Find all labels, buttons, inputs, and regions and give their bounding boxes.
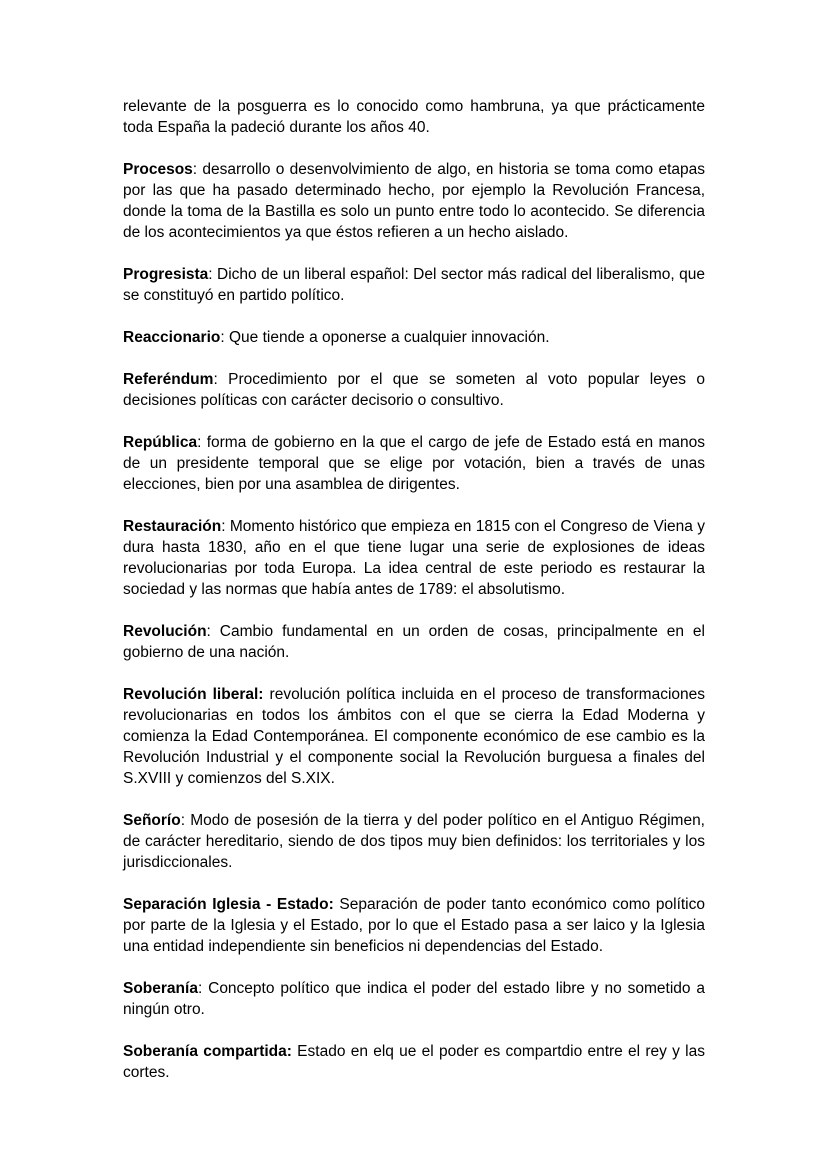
glossary-term: Reaccionario xyxy=(123,329,221,346)
glossary-term: Soberanía xyxy=(123,980,198,997)
glossary-definition: : Momento histórico que empieza en 1815 con el Congreso de Viena y dura hasta 1830, año en el que tiene lugar una serie de explosiones de ideas revolucionarias por toda Europa. La idea central de este periodo es restaurar la sociedad y las normas que había antes de 1789: el absolutismo. xyxy=(123,518,705,598)
glossary-definition: : forma de gobierno en la que el cargo de jefe de Estado está en manos de un presidente temporal que se elige por votación, bien a través de unas elecciones, bien por una asamblea de dirigentes. xyxy=(123,434,705,493)
glossary-term: Señorío xyxy=(123,812,181,829)
glossary-entry xyxy=(123,810,705,873)
glossary-entry xyxy=(123,369,705,411)
glossary-definition: : Procedimiento por el que se someten al voto popular leyes o decisiones políticas con carácter decisorio o consultivo. xyxy=(123,371,705,409)
glossary-definition: : Que tiende a oponerse a cualquier innovación. xyxy=(220,329,550,346)
glossary-term: Revolución xyxy=(123,623,207,640)
glossary-term: Restauración xyxy=(123,518,222,535)
glossary-entry xyxy=(123,159,705,243)
glossary-term: Progresista xyxy=(123,266,209,283)
glossary-definition: : Cambio fundamental en un orden de cosas, principalmente en el gobierno de una nación. xyxy=(123,623,705,661)
glossary-entry xyxy=(123,684,705,789)
glossary-term: Revolución liberal: xyxy=(123,686,264,703)
glossary-definition: : Modo de posesión de la tierra y del poder político en el Antiguo Régimen, de carácter hereditario, siendo de dos tipos muy bien definidos: los territoriales y los jurisdiccionales. xyxy=(123,812,705,871)
glossary-entry xyxy=(123,621,705,663)
glossary-entry xyxy=(123,1041,705,1083)
glossary-entry xyxy=(123,264,705,306)
glossary-definition: Estado en elq ue el poder es compartdio entre el rey y las cortes. xyxy=(123,1043,705,1081)
glossary-definition: : Dicho de un liberal español: Del sector más radical del liberalismo, que se constituyó en partido político. xyxy=(123,266,705,304)
glossary-entry xyxy=(123,978,705,1020)
continuation-paragraph xyxy=(123,96,705,138)
glossary-term: Referéndum xyxy=(123,371,214,388)
glossary-definition: : Concepto político que indica el poder del estado libre y no sometido a ningún otro. xyxy=(123,980,705,1018)
glossary-definition: : desarrollo o desenvolvimiento de algo, en historia se toma como etapas por las que ha pasado determinado hecho, por ejemplo la Revolución Francesa, donde la toma de la Bastilla es solo un punto entre todo lo acontecido. Se diferencia de los acontecimientos ya que éstos refieren a un hecho aislado. xyxy=(123,161,705,241)
glossary-entry xyxy=(123,894,705,957)
glossary-term: Separación Iglesia - Estado: xyxy=(123,896,334,913)
continuation-text: relevante de la posguerra es lo conocido como hambruna, ya que prácticamente toda España la padeció durante los años 40. xyxy=(123,98,705,136)
glossary-definition: Separación de poder tanto económico como político por parte de la Iglesia y el Estado, por lo que el Estado pasa a ser laico y la Iglesia una entidad independiente sin beneficios ni dependencias del Estado. xyxy=(123,896,706,955)
glossary-entry xyxy=(123,516,705,600)
glossary-term: Soberanía compartida: xyxy=(123,1043,292,1060)
glossary-entry xyxy=(123,432,705,495)
document-content xyxy=(123,96,705,1083)
glossary-term: Procesos xyxy=(123,161,193,178)
glossary-entry xyxy=(123,327,705,348)
glossary-term: República xyxy=(123,434,198,451)
glossary-definition: revolución política incluida en el proceso de transformaciones revolucionarias en todos los ámbitos con el que se cierra la Edad Moderna y comienza la Edad Contemporánea. El componente económico de ese cambio es la Revolución Industrial y el componente social la Revolución burguesa a finales del S.XVIII y comienzos del S.XIX. xyxy=(123,686,705,787)
